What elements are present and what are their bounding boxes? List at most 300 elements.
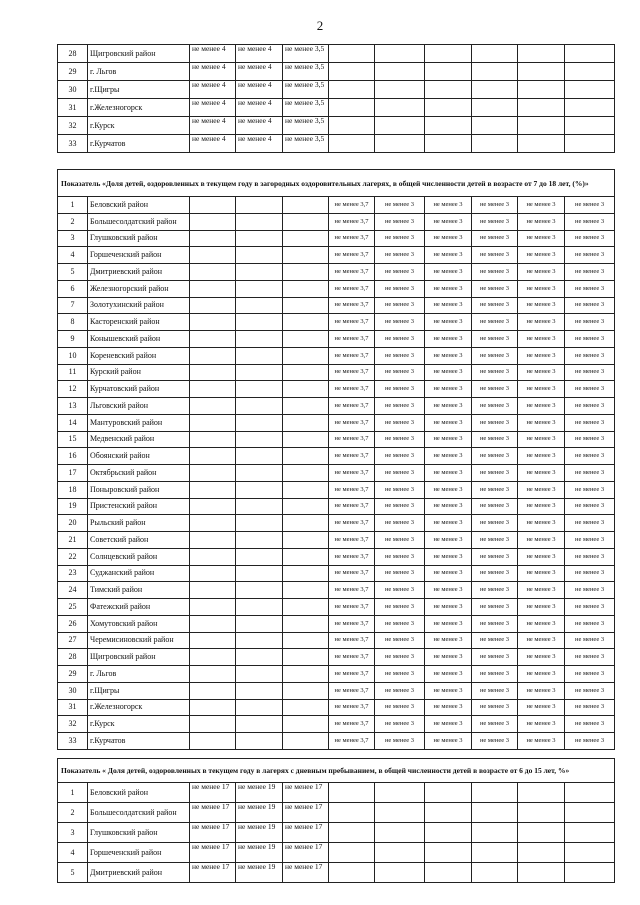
district-name: Обоянский район <box>88 448 190 465</box>
target-value: не менее 3 <box>518 213 565 230</box>
empty-cell <box>283 699 329 716</box>
row-number: 4 <box>58 843 88 863</box>
row-number: 1 <box>58 783 88 803</box>
target-value: не менее 3 <box>518 465 565 482</box>
target-value: не менее 3 <box>425 381 472 398</box>
empty-cell <box>190 548 236 565</box>
district-name: г.Железногорск <box>88 699 190 716</box>
empty-cell <box>375 135 425 153</box>
empty-cell <box>283 599 329 616</box>
empty-cell <box>565 823 615 843</box>
target-value: не менее 3 <box>425 481 472 498</box>
target-value: не менее 3 <box>518 599 565 616</box>
target-value: не менее 3 <box>375 431 425 448</box>
target-value: не менее 3 <box>518 666 565 683</box>
target-value: не менее 3 <box>472 247 518 264</box>
target-value: не менее 4 <box>190 135 236 153</box>
target-value: не менее 4 <box>190 99 236 117</box>
table-row <box>58 398 615 415</box>
empty-cell <box>190 213 236 230</box>
target-value: не менее 4 <box>236 45 283 63</box>
target-value: не менее 3,7 <box>329 515 375 532</box>
empty-cell <box>236 431 283 448</box>
target-value: не менее 3,7 <box>329 465 375 482</box>
empty-cell <box>190 649 236 666</box>
empty-cell <box>283 431 329 448</box>
row-number: 5 <box>58 863 88 883</box>
target-value: не менее 3 <box>375 297 425 314</box>
empty-cell <box>283 230 329 247</box>
table-section-1 <box>57 44 615 153</box>
target-value: не менее 3 <box>472 331 518 348</box>
target-value: не менее 3,7 <box>329 347 375 364</box>
empty-cell <box>565 99 615 117</box>
empty-cell <box>283 481 329 498</box>
target-value: не менее 3 <box>425 682 472 699</box>
empty-cell <box>425 63 472 81</box>
district-name: Беловский район <box>88 197 190 214</box>
district-name: Касторенский район <box>88 314 190 331</box>
row-number: 2 <box>58 213 88 230</box>
target-value: не менее 3 <box>565 381 615 398</box>
target-value: не менее 3 <box>472 264 518 281</box>
row-number: 33 <box>58 135 88 153</box>
district-name: Щигровский район <box>88 649 190 666</box>
row-number: 11 <box>58 364 88 381</box>
target-value: не менее 3,7 <box>329 213 375 230</box>
empty-cell <box>375 117 425 135</box>
target-value: не менее 3 <box>518 532 565 549</box>
empty-cell <box>190 716 236 733</box>
district-name: Черемисиновский район <box>88 632 190 649</box>
district-name: Льговский район <box>88 398 190 415</box>
target-value: не менее 3 <box>425 465 472 482</box>
empty-cell <box>425 45 472 63</box>
target-value: не менее 3 <box>375 247 425 264</box>
empty-cell <box>375 863 425 883</box>
target-value: не менее 3,7 <box>329 649 375 666</box>
table-row <box>58 582 615 599</box>
table-row <box>58 498 615 515</box>
empty-cell <box>236 297 283 314</box>
target-value: не менее 4 <box>236 81 283 99</box>
row-number: 10 <box>58 347 88 364</box>
row-number: 31 <box>58 99 88 117</box>
row-number: 28 <box>58 649 88 666</box>
empty-cell <box>565 117 615 135</box>
row-number: 26 <box>58 615 88 632</box>
empty-cell <box>236 532 283 549</box>
empty-cell <box>565 843 615 863</box>
table-row <box>58 280 615 297</box>
empty-cell <box>472 863 518 883</box>
empty-cell <box>283 565 329 582</box>
target-value: не менее 3,7 <box>329 498 375 515</box>
empty-cell <box>190 682 236 699</box>
empty-cell <box>190 465 236 482</box>
target-value: не менее 3 <box>472 297 518 314</box>
district-name: г.Курчатов <box>88 135 190 153</box>
empty-cell <box>565 81 615 99</box>
empty-cell <box>236 716 283 733</box>
empty-cell <box>375 99 425 117</box>
target-value: не менее 3 <box>565 230 615 247</box>
empty-cell <box>518 117 565 135</box>
target-value: не менее 3 <box>518 582 565 599</box>
target-value: не менее 3 <box>518 733 565 750</box>
empty-cell <box>236 280 283 297</box>
empty-cell <box>518 81 565 99</box>
empty-cell <box>190 314 236 331</box>
target-value: не менее 3 <box>375 599 425 616</box>
empty-cell <box>375 823 425 843</box>
empty-cell <box>283 632 329 649</box>
target-value: не менее 3 <box>375 498 425 515</box>
empty-cell <box>190 398 236 415</box>
target-value: не менее 3 <box>425 515 472 532</box>
table-row <box>58 230 615 247</box>
target-value: не менее 3 <box>518 716 565 733</box>
target-value: не менее 3,7 <box>329 197 375 214</box>
empty-cell <box>190 532 236 549</box>
row-number: 30 <box>58 682 88 699</box>
empty-cell <box>565 803 615 823</box>
district-name: Октябрьский район <box>88 465 190 482</box>
row-number: 21 <box>58 532 88 549</box>
table-row <box>58 823 615 843</box>
target-value: не менее 3 <box>565 699 615 716</box>
target-value: не менее 3 <box>425 599 472 616</box>
target-value: не менее 3 <box>565 331 615 348</box>
empty-cell <box>518 783 565 803</box>
target-value: не менее 3 <box>518 314 565 331</box>
district-name: г.Курчатов <box>88 733 190 750</box>
district-name: Поныровский район <box>88 481 190 498</box>
target-value: не менее 3 <box>565 582 615 599</box>
row-number: 28 <box>58 45 88 63</box>
empty-cell <box>329 783 375 803</box>
target-value: не менее 3 <box>375 465 425 482</box>
empty-cell <box>283 666 329 683</box>
target-value: не менее 4 <box>190 45 236 63</box>
target-value: не менее 3 <box>518 649 565 666</box>
target-value: не менее 3,5 <box>283 45 329 63</box>
target-value: не менее 3 <box>565 498 615 515</box>
target-value: не менее 3,7 <box>329 314 375 331</box>
target-value: не менее 3 <box>425 431 472 448</box>
target-value: не менее 3 <box>472 632 518 649</box>
target-value: не менее 3,7 <box>329 615 375 632</box>
district-name: Курский район <box>88 364 190 381</box>
table-row <box>58 666 615 683</box>
target-value: не менее 3 <box>425 699 472 716</box>
district-name: Дмитриевский район <box>88 264 190 281</box>
empty-cell <box>190 498 236 515</box>
target-value: не менее 3 <box>472 582 518 599</box>
table-row <box>58 532 615 549</box>
target-value: не менее 3 <box>565 599 615 616</box>
target-value: не менее 3,5 <box>283 63 329 81</box>
empty-cell <box>329 99 375 117</box>
district-name: Советский район <box>88 532 190 549</box>
empty-cell <box>236 699 283 716</box>
target-value: не менее 3,5 <box>283 99 329 117</box>
target-value: не менее 3 <box>565 716 615 733</box>
empty-cell <box>283 649 329 666</box>
table-row <box>58 565 615 582</box>
empty-cell <box>425 117 472 135</box>
target-value: не менее 3 <box>425 582 472 599</box>
target-value: не менее 3 <box>425 247 472 264</box>
empty-cell <box>190 381 236 398</box>
table-row <box>58 599 615 616</box>
target-value: не менее 3,7 <box>329 247 375 264</box>
district-name: Глушковский район <box>88 823 190 843</box>
target-value: не менее 3 <box>565 314 615 331</box>
empty-cell <box>518 99 565 117</box>
empty-cell <box>236 498 283 515</box>
target-value: не менее 3,7 <box>329 364 375 381</box>
target-value: не менее 19 <box>236 783 283 803</box>
page-number: 2 <box>316 18 324 33</box>
table-section-2 <box>57 169 615 750</box>
district-name: г. Льгов <box>88 666 190 683</box>
target-value: не менее 17 <box>283 783 329 803</box>
target-value: не менее 3,7 <box>329 666 375 683</box>
row-number: 4 <box>58 247 88 264</box>
target-value: не менее 3 <box>375 733 425 750</box>
district-name: г.Щигры <box>88 682 190 699</box>
target-value: не менее 3 <box>472 615 518 632</box>
target-value: не менее 3 <box>375 213 425 230</box>
target-value: не менее 3 <box>375 364 425 381</box>
empty-cell <box>236 347 283 364</box>
district-name: Фатежский район <box>88 599 190 616</box>
empty-cell <box>236 398 283 415</box>
empty-cell <box>329 823 375 843</box>
target-value: не менее 3 <box>565 532 615 549</box>
district-name: г.Курск <box>88 117 190 135</box>
target-value: не менее 3 <box>565 632 615 649</box>
row-number: 7 <box>58 297 88 314</box>
empty-cell <box>472 99 518 117</box>
target-value: не менее 3,7 <box>329 716 375 733</box>
empty-cell <box>472 135 518 153</box>
row-number: 32 <box>58 716 88 733</box>
target-value: не менее 3 <box>425 649 472 666</box>
target-value: не менее 3 <box>375 314 425 331</box>
target-value: не менее 17 <box>190 863 236 883</box>
target-value: не менее 3 <box>565 682 615 699</box>
row-number: 24 <box>58 582 88 599</box>
target-value: не менее 3 <box>472 398 518 415</box>
target-value: не менее 3 <box>472 213 518 230</box>
table-row <box>58 481 615 498</box>
table-row <box>58 716 615 733</box>
target-value: не менее 3,7 <box>329 398 375 415</box>
target-value: не менее 3 <box>565 297 615 314</box>
row-number: 15 <box>58 431 88 448</box>
target-value: не менее 3 <box>425 398 472 415</box>
target-value: не менее 3 <box>518 247 565 264</box>
table-row <box>58 135 615 153</box>
target-value: не менее 3 <box>375 649 425 666</box>
target-value: не менее 3 <box>425 197 472 214</box>
empty-cell <box>425 81 472 99</box>
target-value: не менее 3 <box>375 230 425 247</box>
target-value: не менее 3 <box>425 314 472 331</box>
empty-cell <box>190 582 236 599</box>
table-row <box>58 548 615 565</box>
target-value: не менее 3 <box>425 448 472 465</box>
table-row <box>58 414 615 431</box>
empty-cell <box>190 230 236 247</box>
row-number: 12 <box>58 381 88 398</box>
target-value: не менее 3 <box>565 649 615 666</box>
target-value: не менее 3 <box>425 230 472 247</box>
district-name: Пристенский район <box>88 498 190 515</box>
target-value: не менее 3 <box>425 565 472 582</box>
target-value: не менее 3 <box>375 381 425 398</box>
empty-cell <box>236 364 283 381</box>
target-value: не менее 3 <box>472 515 518 532</box>
empty-cell <box>190 699 236 716</box>
empty-cell <box>283 314 329 331</box>
table-row <box>58 264 615 281</box>
row-number: 27 <box>58 632 88 649</box>
target-value: не менее 3 <box>518 230 565 247</box>
target-value: не менее 3 <box>375 264 425 281</box>
empty-cell <box>565 45 615 63</box>
empty-cell <box>236 548 283 565</box>
target-value: не менее 3 <box>425 615 472 632</box>
district-name: г.Курск <box>88 716 190 733</box>
empty-cell <box>472 117 518 135</box>
empty-cell <box>283 414 329 431</box>
target-value: не менее 3 <box>565 213 615 230</box>
empty-cell <box>518 135 565 153</box>
empty-cell <box>283 582 329 599</box>
empty-cell <box>190 615 236 632</box>
target-value: не менее 3 <box>472 699 518 716</box>
empty-cell <box>190 297 236 314</box>
target-value: не менее 3 <box>472 364 518 381</box>
district-name: Дмитриевский район <box>88 863 190 883</box>
target-value: не менее 3 <box>518 197 565 214</box>
table-row <box>58 649 615 666</box>
district-name: Суджанский район <box>88 565 190 582</box>
empty-cell <box>190 331 236 348</box>
target-value: не менее 3 <box>565 347 615 364</box>
empty-cell <box>375 803 425 823</box>
target-value: не менее 3 <box>425 264 472 281</box>
target-value: не менее 3 <box>472 465 518 482</box>
target-value: не менее 3 <box>518 682 565 699</box>
empty-cell <box>518 63 565 81</box>
target-value: не менее 17 <box>190 803 236 823</box>
empty-cell <box>329 863 375 883</box>
table-row <box>58 364 615 381</box>
target-value: не менее 3 <box>565 247 615 264</box>
empty-cell <box>236 381 283 398</box>
empty-cell <box>283 264 329 281</box>
target-value: не менее 3 <box>425 666 472 683</box>
row-number: 6 <box>58 280 88 297</box>
row-number: 33 <box>58 733 88 750</box>
empty-cell <box>236 331 283 348</box>
district-name: Щигровский район <box>88 45 190 63</box>
empty-cell <box>565 135 615 153</box>
district-name: Кореневский район <box>88 347 190 364</box>
target-value: не менее 3,7 <box>329 381 375 398</box>
district-name: Солнцевский район <box>88 548 190 565</box>
target-value: не менее 3 <box>518 398 565 415</box>
empty-cell <box>518 863 565 883</box>
empty-cell <box>190 347 236 364</box>
target-value: не менее 3 <box>472 230 518 247</box>
target-value: не менее 3 <box>518 565 565 582</box>
target-value: не менее 3 <box>472 716 518 733</box>
row-number: 32 <box>58 117 88 135</box>
target-value: не менее 3 <box>472 599 518 616</box>
empty-cell <box>518 803 565 823</box>
district-name: г. Льгов <box>88 63 190 81</box>
row-number: 13 <box>58 398 88 415</box>
target-value: не менее 3,7 <box>329 448 375 465</box>
table-row <box>58 213 615 230</box>
target-value: не менее 3 <box>375 532 425 549</box>
empty-cell <box>236 649 283 666</box>
target-value: не менее 3 <box>425 414 472 431</box>
target-value: не менее 3 <box>518 280 565 297</box>
empty-cell <box>565 863 615 883</box>
empty-cell <box>283 381 329 398</box>
empty-cell <box>518 45 565 63</box>
district-name: Тимский район <box>88 582 190 599</box>
row-number: 29 <box>58 666 88 683</box>
target-value: не менее 3 <box>425 532 472 549</box>
empty-cell <box>329 843 375 863</box>
target-value: не менее 3 <box>375 197 425 214</box>
district-name: Горшеченский район <box>88 247 190 264</box>
target-value: не менее 17 <box>190 823 236 843</box>
empty-cell <box>236 515 283 532</box>
empty-cell <box>236 247 283 264</box>
target-value: не менее 3 <box>472 431 518 448</box>
row-number: 19 <box>58 498 88 515</box>
empty-cell <box>283 716 329 733</box>
target-value: не менее 3 <box>375 515 425 532</box>
target-value: не менее 3 <box>425 716 472 733</box>
target-value: не менее 3,7 <box>329 582 375 599</box>
district-name: Беловский район <box>88 783 190 803</box>
empty-cell <box>375 45 425 63</box>
row-number: 3 <box>58 823 88 843</box>
target-value: не менее 3 <box>375 481 425 498</box>
district-name: Большесолдатский район <box>88 803 190 823</box>
target-value: не менее 3,7 <box>329 699 375 716</box>
target-value: не менее 3 <box>375 347 425 364</box>
target-value: не менее 3 <box>518 615 565 632</box>
empty-cell <box>236 565 283 582</box>
empty-cell <box>425 803 472 823</box>
empty-cell <box>190 565 236 582</box>
target-value: не менее 3,7 <box>329 264 375 281</box>
target-value: не менее 3 <box>472 498 518 515</box>
target-value: не менее 3 <box>425 331 472 348</box>
target-value: не менее 3 <box>565 414 615 431</box>
empty-cell <box>472 823 518 843</box>
